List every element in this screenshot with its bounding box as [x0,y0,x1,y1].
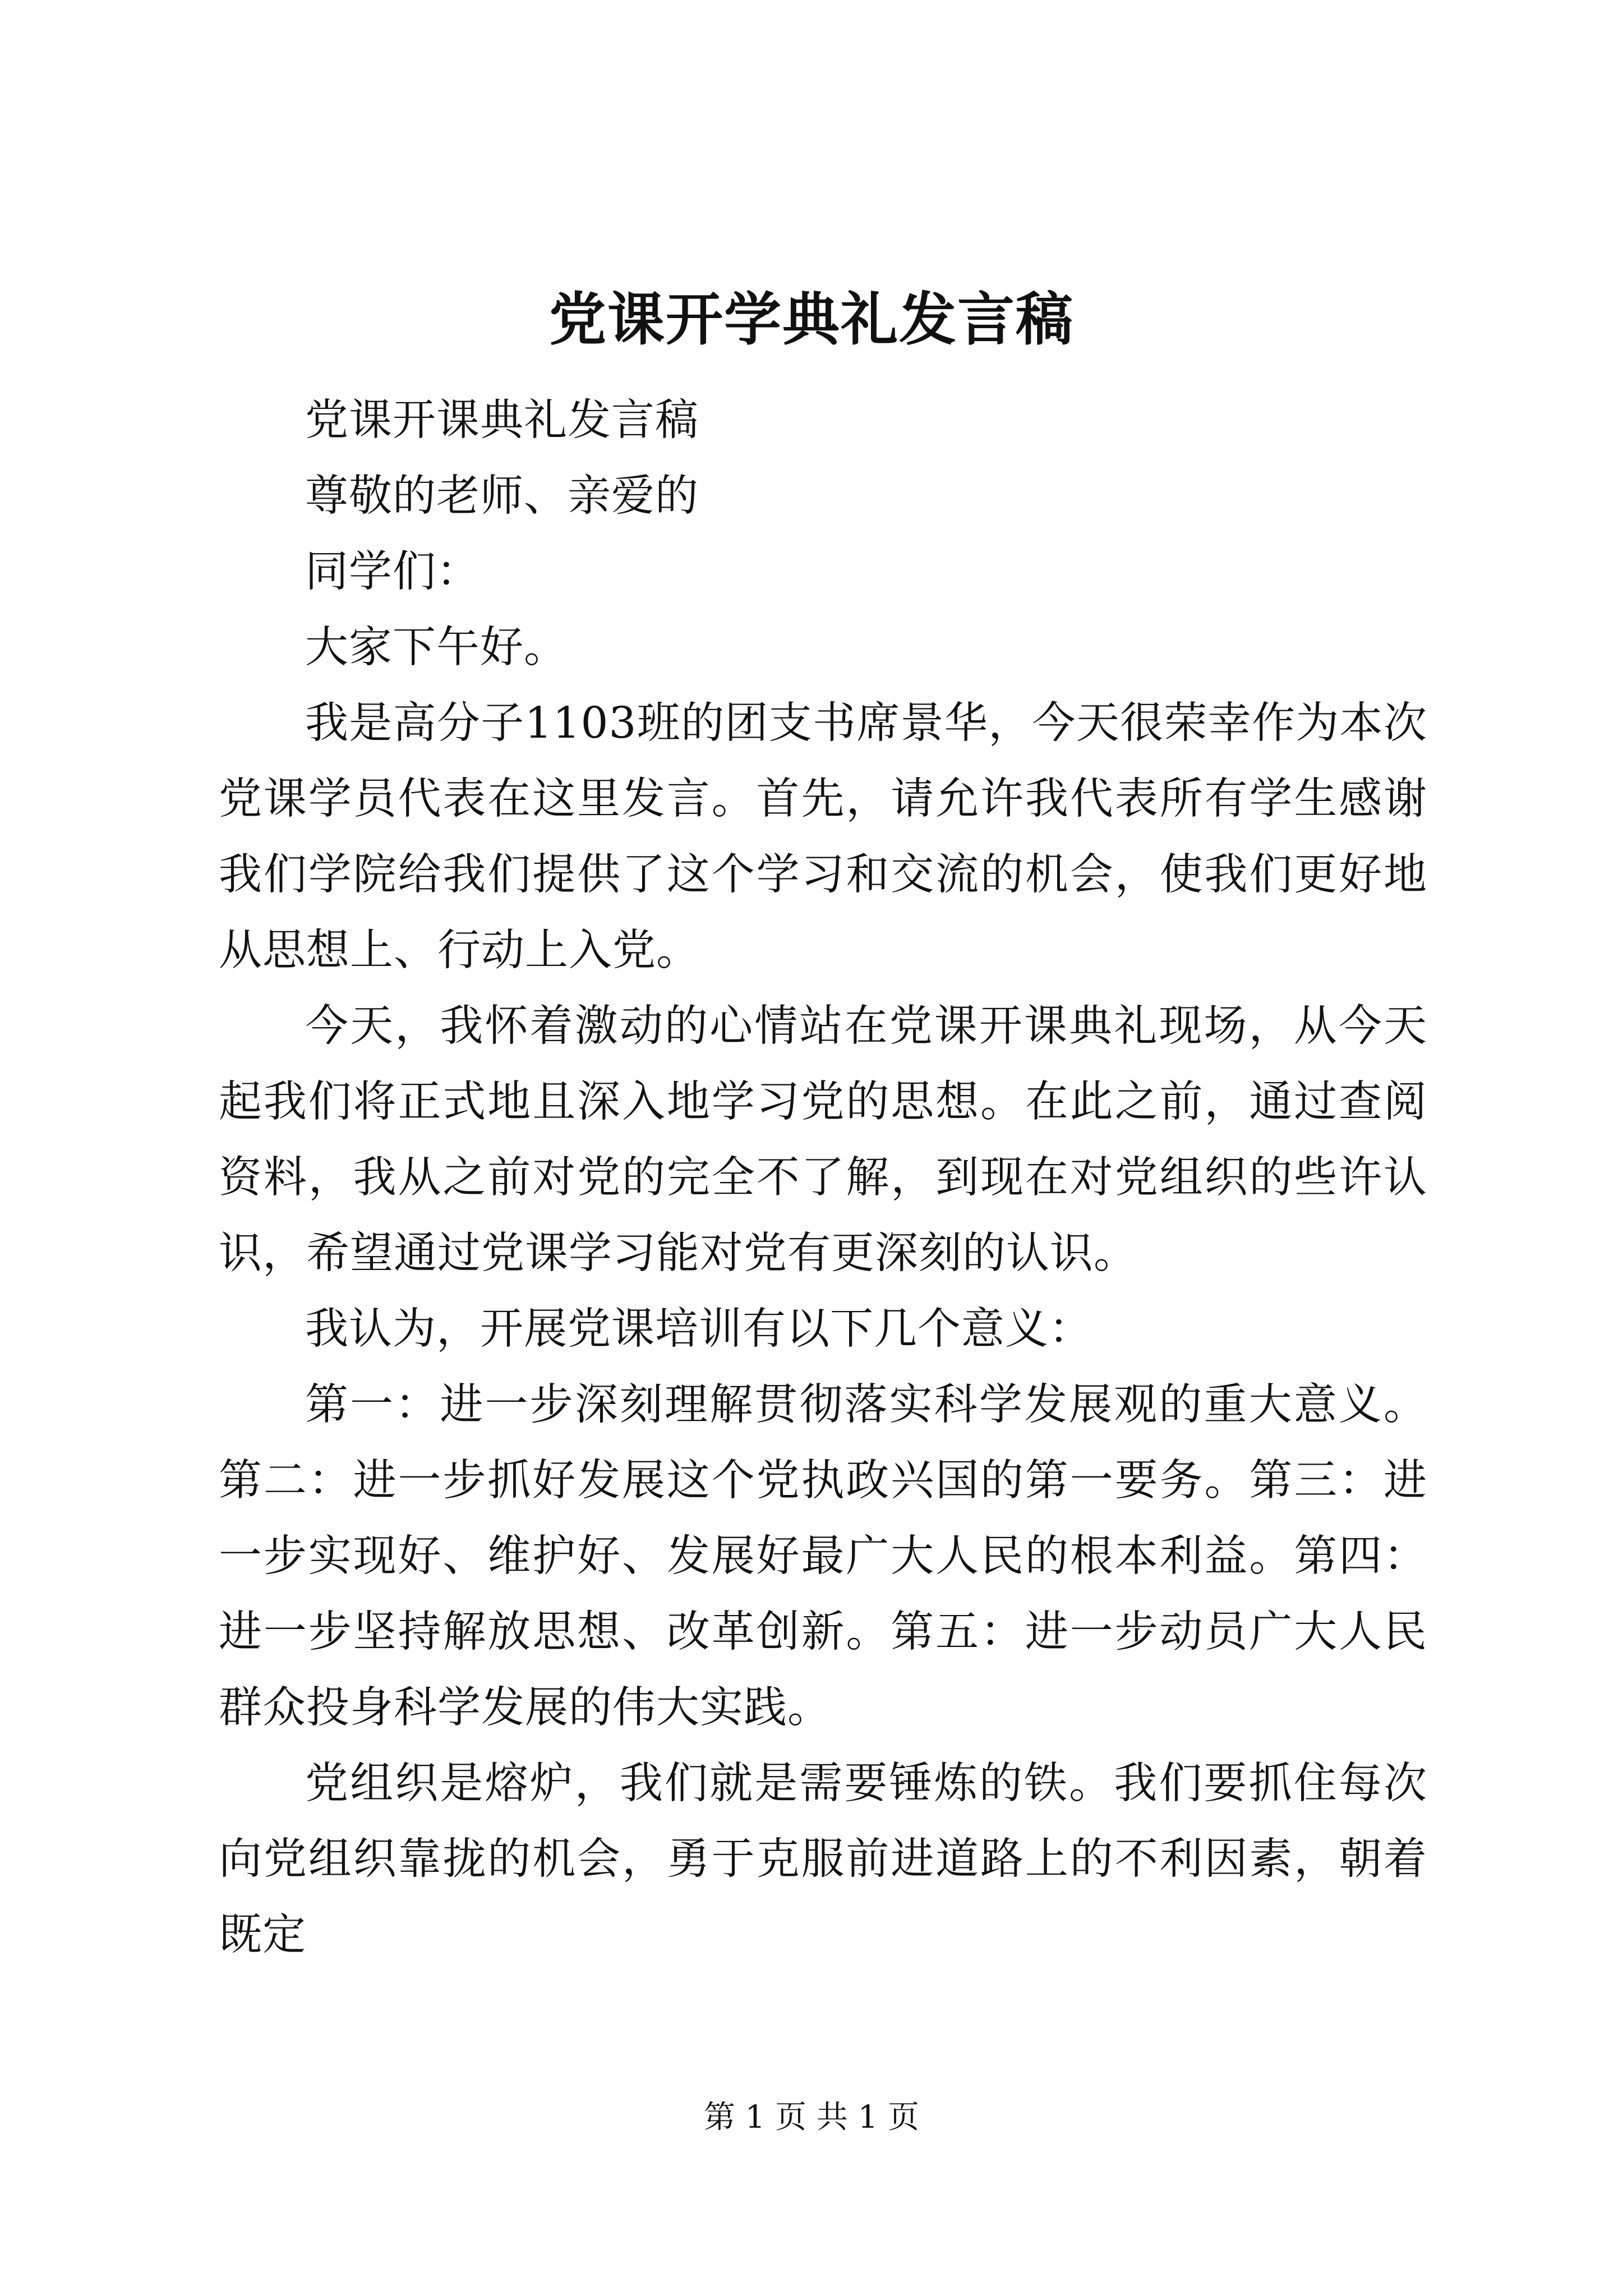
paragraph: 今天，我怀着激动的心情站在党课开课典礼现场，从今天起我们将正式地且深入地学习党的思想。在此之前，通过查阅资料，我从之前对党的完全不了解，到现在对党组织的些许认识，希望通过党课学习能对党有更深刻的认识。 [219,1001,1427,1278]
paragraph: 同学们： [305,547,480,597]
paragraph: 我是高分子1103班的团支书席景华，今天很荣幸作为本次党课学员代表在这里发言。首先，请允许我代表所有学生感谢我们学院给我们提供了这个学习和交流的机会，使我们更好地从思想上、行动上入党。 [219,698,1427,976]
page-footer: 第 1 页 共 1 页 [703,2099,920,2136]
paragraph: 大家下午好。 [305,623,568,673]
paragraph: 第一：进一步深刻理解贯彻落实科学发展观的重大意义。第二：进一步抓好发展这个党执政兴国的第一要务。第三：进一步实现好、维护好、发展好最广大人民的根本利益。第四：进一步坚持解放思想、改革创新。第五：进一步动员广大人民群众投身科学发展的伟大实践。 [219,1380,1427,1733]
document-title: 党课开学典礼发言稿 [549,286,1074,353]
document-body [219,383,1427,1973]
paragraph: 我认为，开展党课培训有以下几个意义： [305,1304,1092,1354]
paragraph: 尊敬的老师、亲爱的 [305,471,699,521]
paragraph: 党组织是熔炉，我们就是需要锤炼的铁。我们要抓住每次向党组织靠拢的机会，勇于克服前进道路上的不利因素，朝着既定 [219,1759,1427,1960]
paragraph: 党课开课典礼发言稿 [305,395,699,445]
